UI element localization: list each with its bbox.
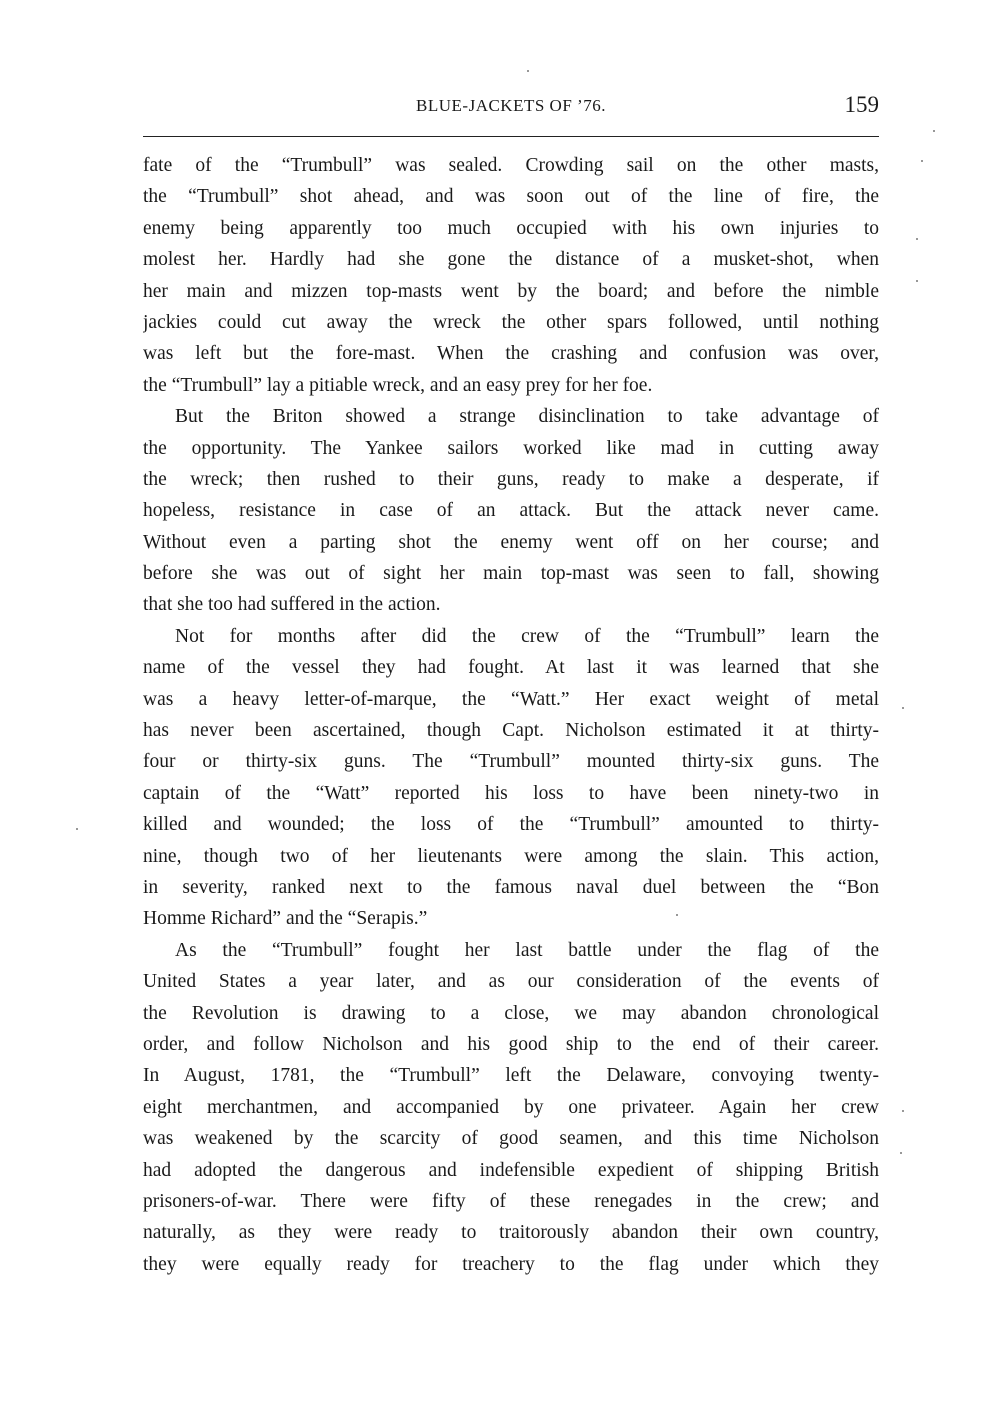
text-line: was weakened by the scarcity of good seamen, and this time Nicholson <box>143 1128 879 1150</box>
text-line: has never been ascertained, though Capt. Nicholson estimated it at thirty- <box>143 720 879 742</box>
text-line: fate of the “Trumbull” was sealed. Crowding sail on the other masts, <box>143 155 879 176</box>
text-line: in severity, ranked next to the famous naval duel between the “Bon <box>143 876 879 898</box>
body-text <box>143 150 879 1280</box>
page-number: 159 <box>844 92 879 117</box>
text-line: had adopted the dangerous and indefensible expedient of shipping British <box>143 1159 879 1181</box>
running-title: BLUE-JACKETS OF ’76. <box>416 96 606 115</box>
paragraph-first-line: As the “Trumbull” fought her last battle under the flag of the <box>175 939 879 961</box>
scan-speck <box>900 1152 902 1154</box>
text-line: four or thirty-six guns. The “Trumbull” mounted thirty-six guns. The <box>143 751 879 773</box>
text-line: hopeless, resistance in case of an attack. But the attack never came. <box>143 500 879 522</box>
paragraph-first-line: But the Briton showed a strange disinclination to take advantage of <box>175 406 879 428</box>
text-line: killed and wounded; the loss of the “Trumbull” amounted to thirty- <box>143 814 879 836</box>
scan-speck <box>676 914 678 916</box>
scan-speck <box>921 160 923 162</box>
text-line: the Revolution is drawing to a close, we may abandon chronological <box>143 1002 879 1024</box>
text-line: the “Trumbull” lay a pitiable wreck, and an easy prey for her foe. <box>143 374 653 396</box>
text-line: jackies could cut away the wreck the other spars followed, until nothing <box>143 311 879 333</box>
scan-speck <box>933 130 935 132</box>
text-line: the opportunity. The Yankee sailors worked like mad in cutting away <box>143 437 879 459</box>
text-line: name of the vessel they had fought. At last it was learned that she <box>143 657 879 679</box>
scan-speck <box>902 707 904 709</box>
text-line: naturally, as they were ready to traitorously abandon their own country, <box>143 1222 879 1244</box>
text-line: eight merchantmen, and accompanied by one privateer. Again her crew <box>143 1096 879 1118</box>
text-line: United States a year later, and as our consideration of the events of <box>143 971 879 993</box>
text-line: the wreck; then rushed to their guns, ready to make a desperate, if <box>143 468 879 490</box>
scan-speck <box>527 70 529 72</box>
scan-speck <box>916 238 918 240</box>
text-line: the “Trumbull” shot ahead, and was soon out of the line of fire, the <box>143 186 879 208</box>
text-line: nine, though two of her lieutenants were among the slain. This action, <box>143 845 879 867</box>
text-line: that she too had suffered in the action. <box>143 594 441 616</box>
text-line: prisoners-of-war. There were fifty of these renegades in the crew; and <box>143 1190 879 1212</box>
scan-speck <box>902 1110 904 1112</box>
text-line: In August, 1781, the “Trumbull” left the Delaware, convoying twenty- <box>143 1065 879 1087</box>
text-line: was left but the fore-mast. When the crashing and confusion was over, <box>143 343 879 365</box>
text-line: order, and follow Nicholson and his good ship to the end of their career. <box>143 1033 879 1055</box>
scan-speck <box>916 280 918 282</box>
header-rule <box>143 136 879 137</box>
text-line: they were equally ready for treachery to the flag under which they <box>143 1253 879 1275</box>
text-line: before she was out of sight her main top-mast was seen to fall, showing <box>143 563 879 585</box>
paragraph-first-line: Not for months after did the crew of the “Trumbull” learn the <box>175 625 879 647</box>
scan-speck <box>76 828 78 830</box>
text-line: her main and mizzen top-masts went by the board; and before the nimble <box>143 280 879 302</box>
text-line: captain of the “Watt” reported his loss to have been ninety-two in <box>143 782 879 804</box>
text-line: molest her. Hardly had she gone the distance of a musket-shot, when <box>143 249 879 271</box>
text-line: Homme Richard” and the “Serapis.” <box>143 908 428 930</box>
text-line: enemy being apparently too much occupied with his own injuries to <box>143 217 879 239</box>
running-head <box>143 92 879 126</box>
text-line: Without even a parting shot the enemy went off on her course; and <box>143 531 879 553</box>
text-line: was a heavy letter-of-marque, the “Watt.” Her exact weight of metal <box>143 688 879 710</box>
